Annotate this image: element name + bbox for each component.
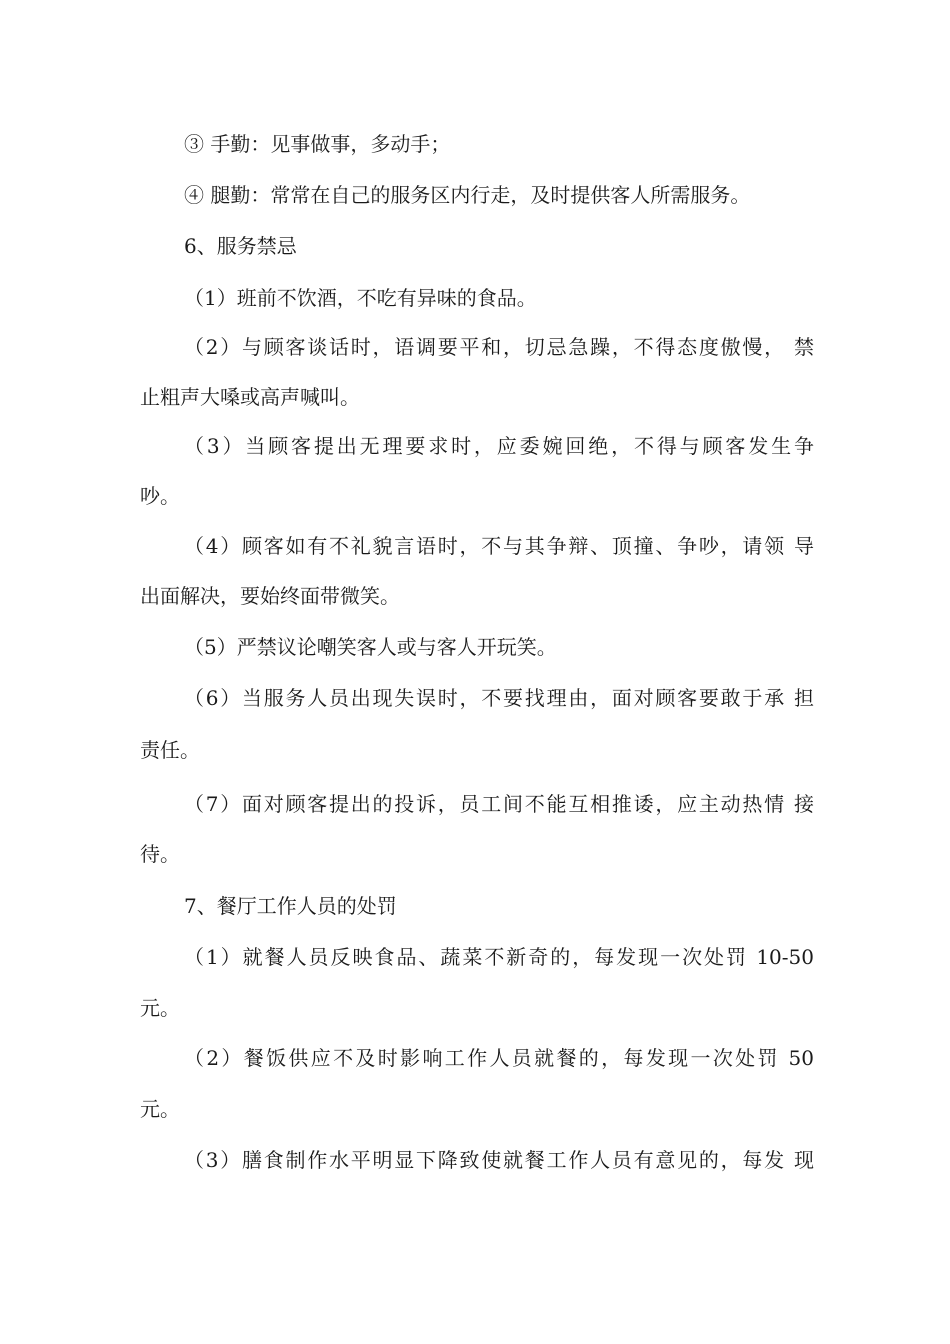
paragraph-line: （3）膳食制作水平明显下降致使就餐工作人员有意见的，每发 现: [184, 1148, 814, 1172]
paragraph-line: 元。: [140, 1097, 180, 1121]
paragraph-line: （6）当服务人员出现失误时，不要找理由，面对顾客要敢于承 担: [184, 686, 814, 710]
paragraph-line: 出面解决，要始终面带微笑。: [140, 584, 400, 608]
section-heading: 6、服务禁忌: [184, 234, 297, 258]
paragraph-line: ④ 腿勤：常常在自己的服务区内行走，及时提供客人所需服务。: [184, 183, 751, 207]
paragraph-line: （2）与顾客谈话时，语调要平和，切忌急躁，不得态度傲慢， 禁: [184, 335, 814, 359]
paragraph-line: 吵。: [140, 484, 180, 508]
paragraph-line: ③ 手勤：见事做事，多动手；: [184, 132, 451, 156]
paragraph-line: （1）就餐人员反映食品、蔬菜不新奇的，每发现一次处罚 10-50: [184, 945, 814, 969]
paragraph-line: （3）当顾客提出无理要求时，应委婉回绝，不得与顾客发生争: [184, 434, 814, 458]
paragraph-line: （7）面对顾客提出的投诉，员工间不能互相推诿，应主动热情 接: [184, 792, 814, 816]
paragraph-line: 止粗声大嗓或高声喊叫。: [140, 385, 360, 409]
paragraph-line: 责任。: [140, 738, 200, 762]
paragraph-line: 元。: [140, 996, 180, 1020]
paragraph-line: （4）顾客如有不礼貌言语时，不与其争辩、顶撞、争吵，请领 导: [184, 534, 814, 558]
paragraph-line: 待。: [140, 842, 180, 866]
paragraph-line: （5）严禁议论嘲笑客人或与客人开玩笑。: [184, 635, 557, 659]
paragraph-line: （2）餐饭供应不及时影响工作人员就餐的，每发现一次处罚 50: [184, 1046, 814, 1070]
section-heading: 7、餐厅工作人员的处罚: [184, 894, 397, 918]
paragraph-line: （1）班前不饮酒，不吃有异味的食品。: [184, 286, 537, 310]
